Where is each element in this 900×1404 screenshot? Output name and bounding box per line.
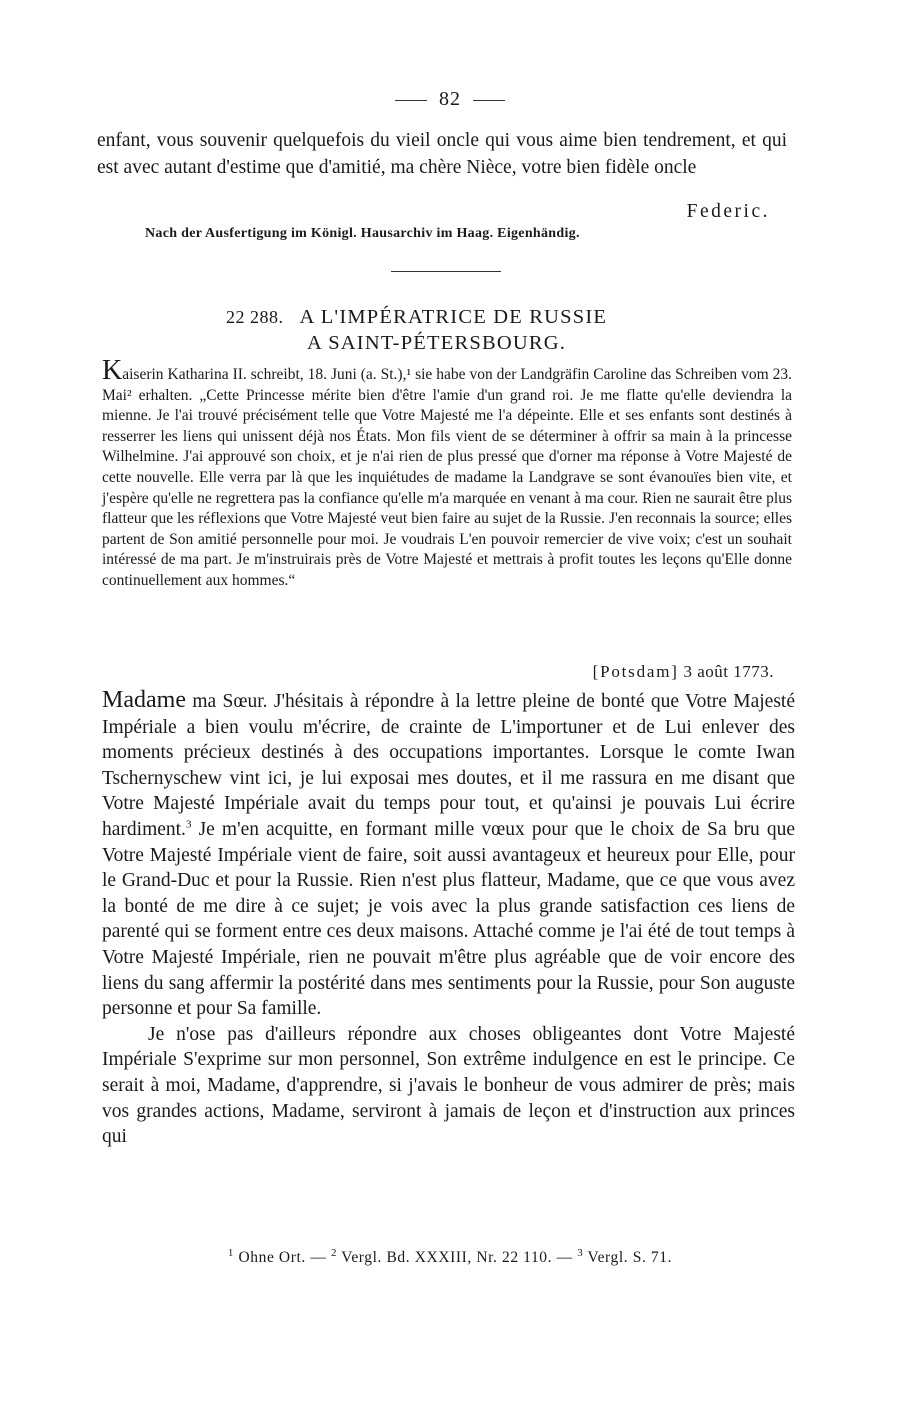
letter-date: 3 août 1773. xyxy=(683,662,774,681)
page-number-dash-right xyxy=(473,100,505,101)
continuation-text: enfant, vous souvenir quelquefois du vieil oncle qui vous aime bien tendrement, et qui est avec autant d'estime que d'amitié, ma chère Nièce, votre bien fidèle oncle xyxy=(97,130,787,178)
editorial-introduction xyxy=(102,355,792,592)
footnote-separator-2: — xyxy=(552,1249,578,1266)
footnote-separator-1: — xyxy=(305,1249,331,1266)
section-divider xyxy=(391,271,501,272)
page-number-header xyxy=(0,88,900,111)
source-note: Nach der Ausfertigung im Königl. Hausarchiv im Haag. Eigenhändig. xyxy=(145,226,580,241)
letter-signature: Federic. xyxy=(686,201,770,222)
footnotes xyxy=(0,1246,900,1267)
letter-heading-line-2: A SAINT-PÉTERSBOURG. xyxy=(307,332,567,354)
footnote-mark-3: 3 xyxy=(577,1246,584,1259)
intro-initial: K xyxy=(102,355,123,386)
footnote-mark-1: 1 xyxy=(227,1246,234,1259)
page-number: 82 xyxy=(439,88,461,110)
footnote-mark-2: 2 xyxy=(330,1246,338,1259)
page-number-dash-left xyxy=(395,100,427,101)
letter-place: [Potsdam] xyxy=(592,662,679,681)
intro-text: aiserin Katharina II. schreibt, 18. Juni (a. St.),¹ sie habe von der Landgräfin Caroline das Schreiben vom 23. Mai² erhalten. „Cette Princesse mérite bien d'être l'amie d'un grand roi. Je me flatte qu'elle deviendra la mienne. Je l'ai trouvé précisément telle que Votre Majesté me l'a dépeinte. Elle et ses enfants sont destinés à resserrer les liens qui unissent déjà nos États. Mon fils vient de se déterminer à offrir sa main à la princesse Wilhelmine. J'ai approuvé son choix, et je n'ai rien de plus pressé que d'orner ma réponse à Votre Majesté de cette nouvelle. Elle verra par là que les inquiétudes de madame la Landgrave se sont évanouïes bien vite, et j'espère qu'elle ne regrettera pas la confiance qu'elle m'a marquée en venant à ma cour. Rien ne saurait être plus flatteur que les réflexions que Votre Majesté veut bien faire au sujet de la Russie. J'en reconnais la source; elles partent de Son amitié personnelle pour moi. Je voudrais L'en pouvoir remercier de vive voix; c'est un souhait intéressé de ma part. Je m'instruirais près de Votre Majesté et mettrais à profit toutes les leçons qu'Elle donne continuellement aux hommes.“ xyxy=(102,366,792,589)
paragraph-1-part-a: ma Sœur. J'hésitais à répondre à la lettre pleine de bonté que Votre Majesté Impériale a bien voulu m'écrire, de crainte de L'importuner et de Lui enlever des moments précieux destinés à des occupations importantes. Lorsque le comte Iwan Tschernyschew vint ici, je lui exposai mes doutes, et il me rassura en me disant que Votre Majesté Impériale avait du temps pour tout, et qu'ainsi je pouvais Lui écrire hardiment. xyxy=(102,691,795,840)
letter-addressee: A L'IMPÉRATRICE DE RUSSIE xyxy=(299,306,608,328)
footnote-reference-3: 3 xyxy=(185,818,192,831)
letter-body xyxy=(102,688,795,1150)
paragraph-1-part-b: Je m'en acquitte, en formant mille vœux pour que le choix de Sa bru que Votre Majesté Impériale vient de faire, soit aussi avantageux et heureux pour Elle, pour le Grand-Duc et pour la Russie. Rien n'est plus flatteur, Madame, que ce que vous avez la bonté de me dire à ce sujet; je vois avec la plus grande satisfaction ces liens de parenté qui se forment entre ces deux maisons. Attaché comme je l'ai été de tout temps à Votre Majesté Impériale, rien ne pouvait m'être plus agréable que de voir encore des liens du sang affermir la postérité dans mes sentiments pour la Russie, pour Son auguste personne et pour Sa famille. xyxy=(102,818,796,1020)
footnote-text-2: Vergl. Bd. XXXIII, Nr. 22 110. xyxy=(341,1249,553,1266)
letter-paragraph-2: Je n'ose pas d'ailleurs répondre aux choses obligeantes dont Votre Majesté Impériale S'exprime sur mon personnel, Son extrême indulgence en est le principe. Ce serait à moi, Madame, d'apprendre, si j'avais le bonheur de vous admirer de près; mais vos grandes actions, Madame, serviront à jamais de leçon et d'instruction aux princes qui xyxy=(102,1023,795,1148)
salutation-initial: Madame xyxy=(102,687,186,713)
letter-heading-line-1 xyxy=(226,305,607,330)
previous-letter-continuation xyxy=(97,128,787,181)
letter-paragraph-1 xyxy=(102,688,795,1022)
letter-dateline xyxy=(593,662,774,682)
footnote-text-3: Vergl. S. 71. xyxy=(587,1249,673,1266)
footnote-text-1: Ohne Ort. xyxy=(238,1249,306,1266)
letter-number: 22 288. xyxy=(226,307,284,327)
